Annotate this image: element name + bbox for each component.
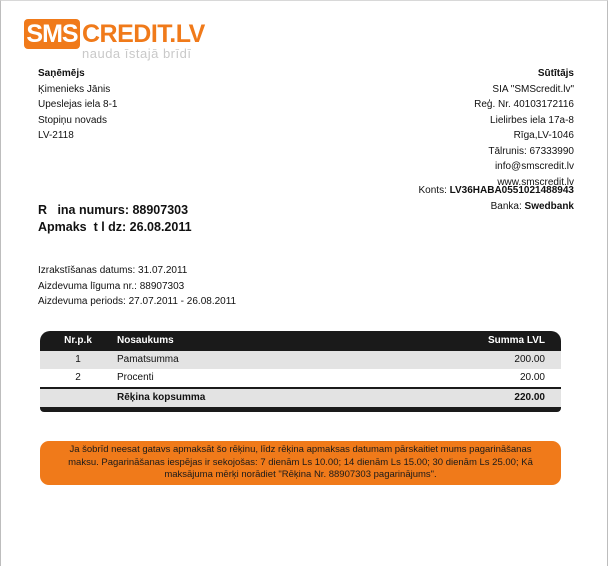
header-name: Nosaukums	[117, 335, 174, 346]
loan-period: Aizdevuma periods: 27.07.2011 - 26.08.2011	[38, 296, 237, 307]
table-header	[40, 331, 561, 351]
bank-label: Banka:	[490, 200, 525, 212]
sender-website: www.smscredit.lv	[497, 176, 574, 188]
logo-tagline: nauda īstajā brīdī	[82, 46, 192, 61]
table-row	[40, 351, 561, 369]
recipient-street: Upeslejas iela 8-1	[38, 99, 118, 110]
row-name: Pamatsumma	[117, 354, 179, 365]
issue-date: Izrakstīšanas datums: 31.07.2011	[38, 265, 188, 276]
invoice-table	[40, 331, 561, 412]
sender-heading: Sūtītājs	[537, 68, 574, 79]
account-number: LV36HABA0551021488943	[449, 185, 574, 196]
bank-account-block	[419, 183, 575, 214]
bank-line	[419, 199, 575, 215]
invoice-dates	[38, 263, 236, 310]
extension-notice: Ja šobrīd neesat gatavs apmaksāt šo rēķinu, līdz rēķina apmaksas datumam pārskaitiet mums pagarināšanas maksu. Pagarināšanas iespējas ir sekojošas: 7 dienām Ls 10.00; 14 dienām Ls 15.00; 30 dienām Ls 25.00; Kā maksājuma mērķi norādiet "Rēķina Nr. 88907303 pagarinājums".	[40, 441, 561, 485]
sender-street: Lielirbes iela 17a-8	[490, 114, 574, 126]
logo-credit-text: CREDIT.LV	[82, 20, 205, 48]
header-sum: Summa LVL	[487, 335, 545, 346]
sender-block	[474, 66, 574, 190]
sender-phone: Tālrunis: 67333990	[488, 145, 574, 157]
account-label: Konts:	[418, 185, 450, 196]
logo-sms-box: SMS	[24, 19, 80, 49]
row-number: 1	[75, 354, 81, 365]
sender-reg-number: Reģ. Nr. 40103172116	[474, 99, 574, 110]
table-row	[40, 369, 561, 389]
recipient-postcode: LV-2118	[38, 130, 74, 141]
sender-company: SIA "SMScredit.lv"	[492, 83, 574, 95]
total-label: Rēķina kopsumma	[117, 392, 206, 403]
row-sum: 20.00	[519, 372, 545, 383]
recipient-heading: Saņēmējs	[38, 68, 85, 79]
row-number: 2	[75, 372, 81, 383]
sender-email: info@smscredit.lv	[494, 161, 574, 172]
invoice-due-date: Apmaks t l dz: 26.08.2011	[38, 220, 192, 234]
account-line	[419, 183, 575, 199]
invoice-heading	[38, 202, 192, 236]
contract-number: Aizdevuma līguma nr.: 88907303	[38, 280, 185, 292]
table-total-row	[40, 389, 561, 407]
recipient-name: Ķimenieks Jānis	[38, 83, 111, 95]
sender-city: Rīga,LV-1046	[513, 130, 574, 141]
header-number: Nr.p.k	[64, 335, 92, 346]
bank-name: Swedbank	[524, 200, 574, 212]
invoice-number: R ina numurs: 88907303	[38, 203, 189, 217]
recipient-block	[38, 66, 118, 144]
total-sum: 220.00	[514, 392, 545, 403]
recipient-district: Stopiņu novads	[38, 114, 107, 126]
row-name: Procenti	[117, 372, 154, 383]
table-footer-bar	[40, 407, 561, 412]
row-sum: 200.00	[514, 354, 545, 365]
